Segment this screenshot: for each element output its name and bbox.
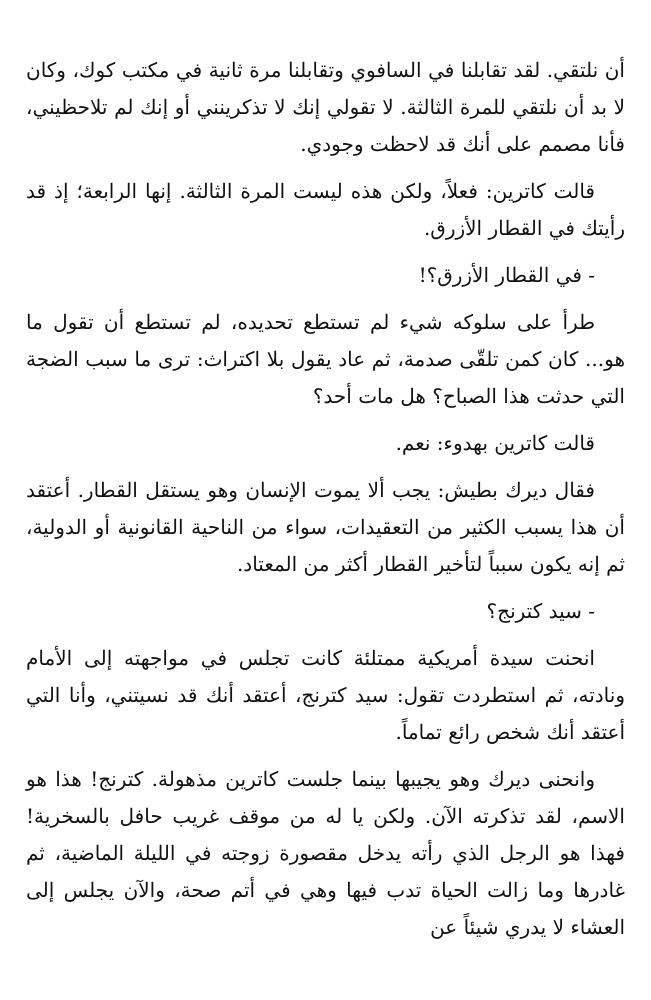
- paragraph-4: طرأ على سلوكه شيء لم تستطع تحديده، لم تستطع أن تقول ما هو... كان كمن تلقّى صدمة، ثم عاد يقول بلا اكتراث: ترى ما سبب الضجة التي حدثت هذا الصباح؟ هل مات أحد؟: [26, 310, 625, 408]
- paragraph-9: وانحنى ديرك وهو يجيبها بينما جلست كاترين مذهولة. كترنج! هذا هو الاسم، لقد تذكرته الآن. ولكن يا له من موقف غريب حافل بالسخرية! فهذا هو الرجل الذي رأته يدخل مقصورة زوجته في الليلة الماضية، ثم غادرها وما زالت الحياة تدب فيها وهي في أتم صحة، والآن يجلس إلى العشاء لا يدري شيئاً عن: [26, 767, 625, 939]
- paragraph-7: - سيد كترنج؟: [486, 599, 595, 623]
- paragraph-2: قالت كاترين: فعلاً، ولكن هذه ليست المرة الثالثة. إنها الرابعة؛ إذ قد رأيتك في القطار الأزرق.: [26, 179, 625, 240]
- paragraph-1: أن نلتقي. لقد تقابلنا في السافوي وتقابلنا مرة ثانية في مكتب كوك، وكان لا بد أن نلتقي للمرة الثالثة. لا تقولي إنك لا تذكرينني أو إنك لم تلاحظيني، فأنا مصمم على أنك قد لاحظت وجودي.: [26, 58, 625, 156]
- paragraph-6: فقال ديرك بطيش: يجب ألا يموت الإنسان وهو يستقل القطار. أعتقد أن هذا يسبب الكثير من التعقيدات، سواء من الناحية القانونية أو الدولية، ثم إنه يكون سبباً لتأخير القطار أكثر من المعتاد.: [26, 478, 625, 576]
- paragraph-8: انحنت سيدة أمريكية ممتلئة كانت تجلس في مواجهته إلى الأمام ونادته، ثم استطردت تقول: سيد كترنج، أعتقد أنك قد نسيتني، وأنا التي أعتقد أنك شخص رائع تماماً.: [26, 646, 625, 744]
- paragraph-3: - في القطار الأزرق؟!: [418, 263, 595, 287]
- book-page: [26, 52, 625, 956]
- paragraph-5: قالت كاترين بهدوء: نعم.: [395, 431, 595, 455]
